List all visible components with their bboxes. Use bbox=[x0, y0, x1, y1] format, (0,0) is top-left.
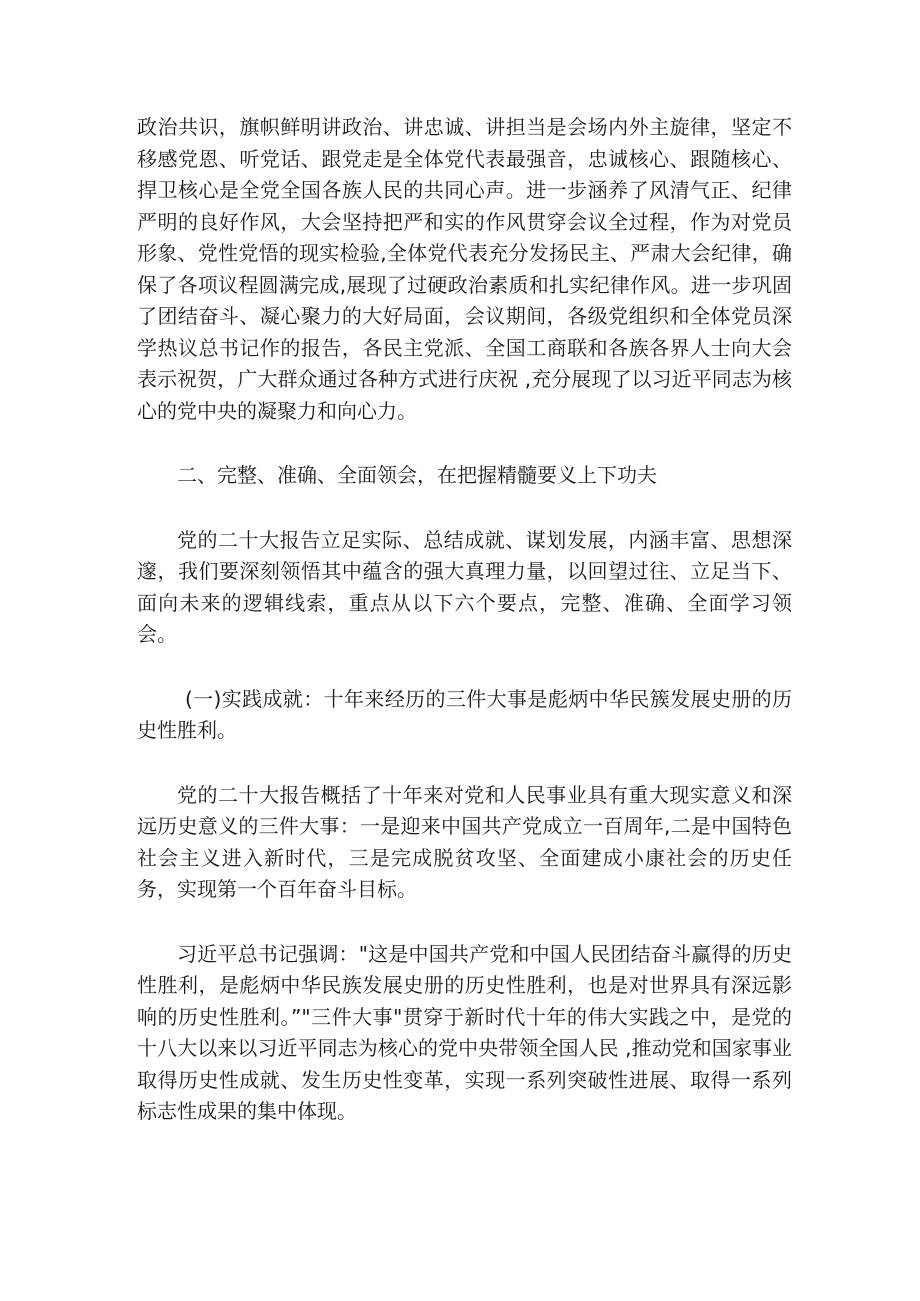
document-body bbox=[137, 112, 792, 1128]
body-paragraph: 党的二十大报告立足实际、总结成就、谋划发展，内涵丰富、思想深邃，我们要深刻领悟其中蕴含的强大真理力量，以回望过往、立足当下、面向未来的逻辑线索，重点从以下六个要点，完整、准确、全面学习领会。 bbox=[137, 527, 792, 646]
body-paragraph-continued: 政治共识，旗帜鲜明讲政治、讲忠诚、讲担当是会场内外主旋律，坚定不移感党恩、听党话、跟党走是全体党代表最强音，忠诚核心、跟随核心、捍卫核心是全党全国各族人民的共同心声。进一步涵养了风清气正、纪律严明的良好作风，大会坚持把严和实的作风贯穿会议全过程，作为对党员形象、党性党悟的现实检验,全体党代表充分发扬民主、严肃大会纪律，确保了各项议程圆满完成,展现了过硬政治素质和扎实纪律作风。进一步巩固了团结奋斗、凝心聚力的大好局面，会议期间，各级党组织和全体党员深学热议总书记作的报告，各民主党派、全国工商联和各族各界人士向大会表示祝贺，广大群众通过各种方式进行庆祝 ,充分展现了以习近平同志为核心的党中央的凝聚力和向心力。 bbox=[137, 115, 792, 423]
section-heading: 二、完整、准确、全面领会，在把握精髓要义上下功夫 bbox=[177, 463, 657, 487]
body-paragraph: 党的二十大报告概括了十年来对党和人民事业具有重大现实意义和深远历史意义的三件大事：一是迎来中国共产党成立一百周年,二是中国特色社会主义进入新时代，三是完成脱贫攻坚、全面建成小康社会的历史任务，实现第一个百年奋斗目标。 bbox=[137, 782, 792, 901]
sub-section-heading: (一)实践成就：十年来经历的三件大事是彪炳中华民簇发展史册的历史性胜利。 bbox=[137, 686, 792, 742]
body-paragraph-quote: 习近平总书记强调："这是中国共产党和中国人民团结奋斗赢得的历史性胜利，是彪炳中华民族发展史册的历史性胜利，也是对世界具有深远影响的历史性胜利。”"三件大事"贯穿于新时代十年的伟大实践之中，是党的十八大以来以习近平同志为核心的党中央带领全国人民 ,推动党和国家事业取得历史性成就、发生历史性变革，实现一系列突破性进展、取得一系列标志性成果的集中体现。 bbox=[137, 941, 792, 1123]
